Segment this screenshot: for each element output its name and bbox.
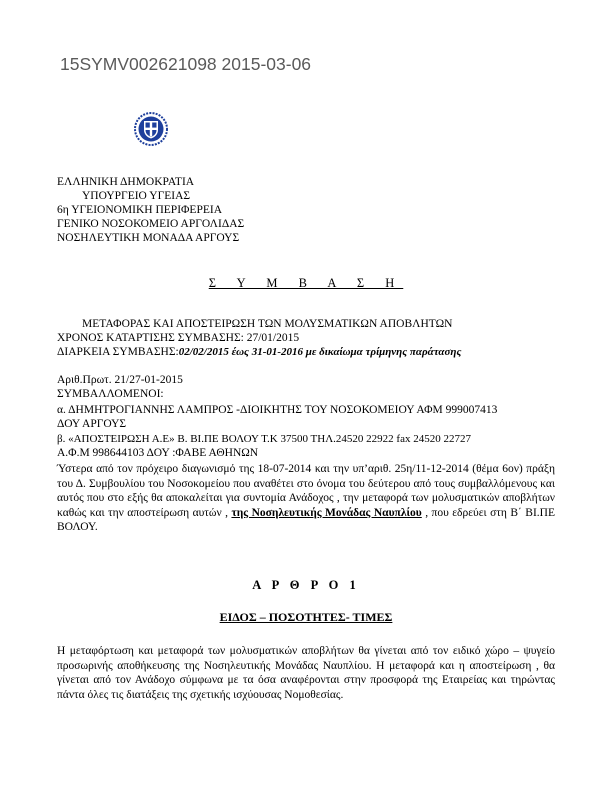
duration-label: ΔΙΑΡΚΕΙΑ ΣΥΜΒΑΣΗΣ:: [57, 346, 179, 358]
protocol-number: Αριθ.Πρωτ. 21/27-01-2015: [57, 374, 183, 386]
header-ministry: ΥΠΟΥΡΓΕΙΟ ΥΓΕΙΑΣ: [82, 190, 191, 202]
intro-text-end: , που εδρεύει στη Β΄ ΒΙ.ΠΕ ΒΟΛΟΥ.: [57, 506, 555, 534]
party-b-line2: Α.Φ.Μ 998644103 ΔΟΥ :ΦΑΒΕ ΑΘΗΝΩΝ: [57, 447, 259, 459]
subject-line: ΜΕΤΑΦΟΡΑΣ ΚΑΙ ΑΠΟΣΤΕΙΡΩΣΗ ΤΩΝ ΜΟΛΥΣΜΑΤΙΚΩΝ ΑΠΟΒΛΗΤΩΝ: [82, 318, 453, 330]
party-a-line2: ΔΟΥ ΑΡΓΟΥΣ: [57, 418, 127, 430]
header-region: 6η ΥΓΕΙΟΝΟΜΙΚΗ ΠΕΡΙΦΕΡΕΙΑ: [57, 204, 223, 216]
greek-coat-of-arms-icon: [134, 112, 168, 146]
article-paragraph: Η μεταφόρτωση και μεταφορά των μολυσματικών αποβλήτων θα γίνεται από τον ειδικό χώρο – ψυγείο προσωρινής αποθήκευσης της Νοσηλευτικής Μονάδας Ναυπλίου. Η μεταφορά και η αποστείρωση , θα γίνεται από τον Ανάδοχο σύμφωνα με τα όσα αναφέρονται στην προσφορά της Εταιρείας και τηρώντας πάντα όλες τις διατάξεις της σχετικής ισχύουσας Νομοθεσίας.: [57, 645, 555, 701]
party-b-line1: β. «ΑΠΟΣΤΕΙΡΩΣΗ Α.Ε» Β. ΒΙ.ΠΕ ΒΟΛΟΥ Τ.Κ 37500 ΤΗΛ.24520 22922 fax 24520 22727: [57, 433, 471, 445]
article-number: Α Ρ Θ Ρ Ο 1: [252, 578, 360, 592]
header-country: ΕΛΛΗΝΙΚΗ ΔΗΜΟΚΡΑΤΙΑ: [57, 176, 195, 188]
intro-text: Ύστερα από τον πρόχειρο διαγωνισμό της 18-07-2014 και την υπ’αριθ. 25η/11-12-2014 (θέμα 6ον) πράξη του Δ. Συμβουλίου του Νοσοκομείου που αναθέτει στο όνομα του δεύτερου από τους συμβαλλόμενους και αυτός που στο εξής θα αποκαλείται για συντομία Ανάδοχος , την μεταφορά των μολυσματικών αποβλήτων καθώς και την αποστείρωση αυτών ,: [57, 463, 555, 519]
contract-date: ΧΡΟΝΟΣ ΚΑΤΑΡΤΙΣΗΣ ΣΥΜΒΑΣΗΣ: 27/01/2015: [57, 332, 300, 344]
unit-emphasis: της Νοσηλευτικής Μονάδας Ναυπλίου: [231, 506, 422, 519]
article-heading: ΕΙΔΟΣ – ΠΟΣΟΤΗΤΕΣ- ΤΙΜΕΣ: [219, 610, 393, 624]
document-id: 15SYMV002621098 2015-03-06: [60, 54, 312, 74]
contract-duration: [57, 346, 461, 358]
duration-value: 02/02/2015 έως 31-01-2016 με δικαίωμα τρίμηνης παράτασης: [178, 346, 462, 358]
parties-label: ΣΥΜΒΑΛΛΟΜΕΝΟΙ:: [57, 388, 164, 400]
header-unit: ΝΟΣΗΛΕΥΤΙΚΗ ΜΟΝΑΔΑ ΑΡΓΟΥΣ: [57, 232, 240, 244]
party-a-line1: α. ΔΗΜΗΤΡΟΓΙΑΝΝΗΣ ΛΑΜΠΡΟΣ -ΔΙΟΙΚΗΤΗΣ ΤΟΥ ΝΟΣΟΚΟΜΕΙΟΥ ΑΦΜ 999007413: [57, 404, 498, 416]
document-title: Σ Υ Μ Β Α Σ Η: [208, 276, 404, 290]
header-hospital: ΓΕΝΙΚΟ ΝΟΣΟΚΟΜΕΙΟ ΑΡΓΟΛΙΔΑΣ: [57, 218, 245, 230]
intro-paragraph: [57, 462, 555, 535]
